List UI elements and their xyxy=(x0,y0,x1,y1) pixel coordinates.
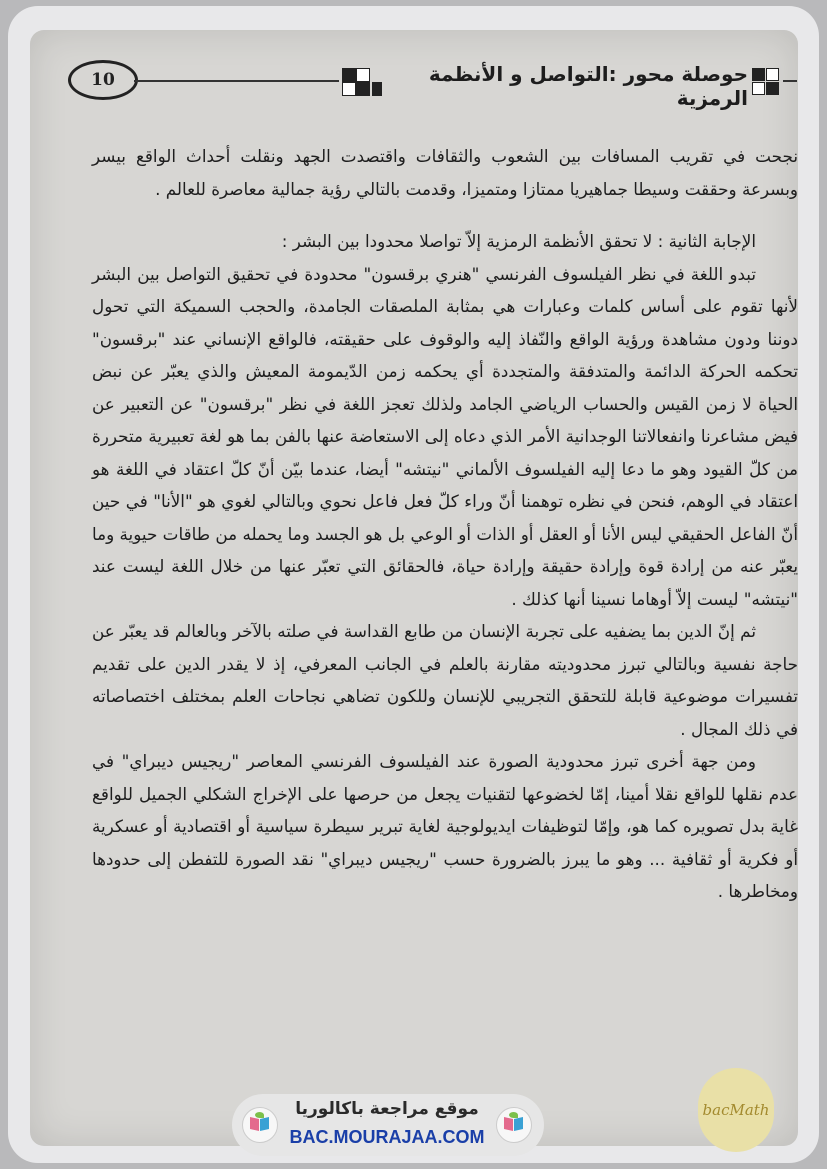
document-body xyxy=(92,140,798,908)
paragraph-debray: ومن جهة أخرى تبرز محدودية الصورة عند الفيلسوف الفرنسي المعاصر "ريجيس ديبراي" في عدم نقلها للواقع نقلا أمينا، إمّا لخضوعها لتقنيات يجعل من حرصها على الإخراج الشكلي الجميل للواقع غاية بدل تصويره كما هو، وإمّا لتوظيفات ايديولوجية لغاية تبرير سيطرة سياسية أو اقتصادية أو عسكرية أو فكرية أو ثقافية ... وهو ما يبرز بالضرورة حسب "ريجيس ديبراي" نقد الصورة للتفطن إلى حدودها ومخاطرها . xyxy=(92,751,798,901)
books-logo-icon xyxy=(242,1107,278,1143)
bacmath-watermark-logo: bacMath xyxy=(698,1068,774,1152)
site-url-link[interactable]: BAC.MOURAJAA.COM xyxy=(289,1127,485,1147)
site-banner[interactable] xyxy=(232,1094,544,1156)
paragraph-bergson-nietzsche: تبدو اللغة في نظر الفيلسوف الفرنسي "هنري برقسون" محدودة في تحقيق التواصل بين البشر لأنها تقوم على أساس كلمات وعبارات هي بمثابة الملصقات الجامدة، والحجب السميكة التي تحول دوننا ودون مشاهدة ورؤية الواقع والنّفاذ إليه والوقوف على حقيقته، فالواقع الإنساني عند "برقسون" تحكمه الحركة الدائمة والمتدفقة والمتجددة أي يحكمه زمن الدّيمومة المعيش والذي يعبّر عن نبض الحياة لا زمن القيس والحساب الرياضي الجامد ولذلك تعجز اللغة في نظر "برقسون" عن التعبير عن فيض مشاعرنا وانفعالاتنا الوجدانية الأمر الذي دعاه إلى الاستعاضة عنها بالفن بما هو لغة تعبيرية متحررة من كلّ القيود وهو ما دعا إليه الفيلسوف الألماني "نيتشه" أيضا، عندما بيّن أنّ كلّ اعتقاد في اللغة هو اعتقاد في الوهم، فنحن في نظره توهمنا أنّ وراء كلّ فعل فاعل نحوي وبالتالي لغوي هو "الأنا" في حين أنّ الفاعل الحقيقي ليس الأنا أو العقل أو الذات أو الوعي بل هو الجسد وما يحمله من طاقات حيوية وما يعبّر عنه من إرادة قوة وإرادة حقيقة وإرادة حياة، فالحقائق التي تعبّر عنها من خلال اللغة ليست عند "نيتشه" ليست إلاّ أوهاما نسينا أنها كذلك . xyxy=(92,263,798,609)
squares-title-icon xyxy=(750,66,780,96)
header-title: حوصلة محور :التواصل و الأنظمة الرمزية xyxy=(428,62,748,110)
section-heading: الإجابة الثانية : لا تحقق الأنظمة الرمزية إلاّ تواصلا محدودا بين البشر : xyxy=(281,231,756,251)
page-number: 10 xyxy=(68,60,138,100)
paragraph-religion: ثم إنّ الدين بما يضفيه على تجربة الإنسان من طابع القداسة في صلته بالآخر وبالعالم قد يعبّر عن حاجة نفسية وبالتالي تبرز محدوديته مقارنة بالعلم في الجانب المعرفي، إذ لا يقدر الدين على تقديم تفسيرات موضوعية قابلة للتحقق التجريبي للإنسان وللكون تضاهي نجاحات العلم بمختلف اختصاصاته في ذلك المجال . xyxy=(92,621,798,739)
page-header xyxy=(58,56,798,110)
site-name: موقع مراجعة باكالوريا xyxy=(295,1099,479,1119)
header-rule-left xyxy=(134,80,339,82)
paragraph-intro: نجحت في تقريب المسافات بين الشعوب والثقافات واقتصدت الجهد ونقلت أحداث الواقع بيسر وبسرعة وحققت وسيطا جماهيريا ممتازا ومتميزا، وقدمت بالتالي رؤية جمالية معاصرة للعالم . xyxy=(92,146,798,199)
header-rule-right xyxy=(783,80,797,82)
squares-decoration-icon xyxy=(340,66,382,100)
books-logo-icon xyxy=(496,1107,532,1143)
